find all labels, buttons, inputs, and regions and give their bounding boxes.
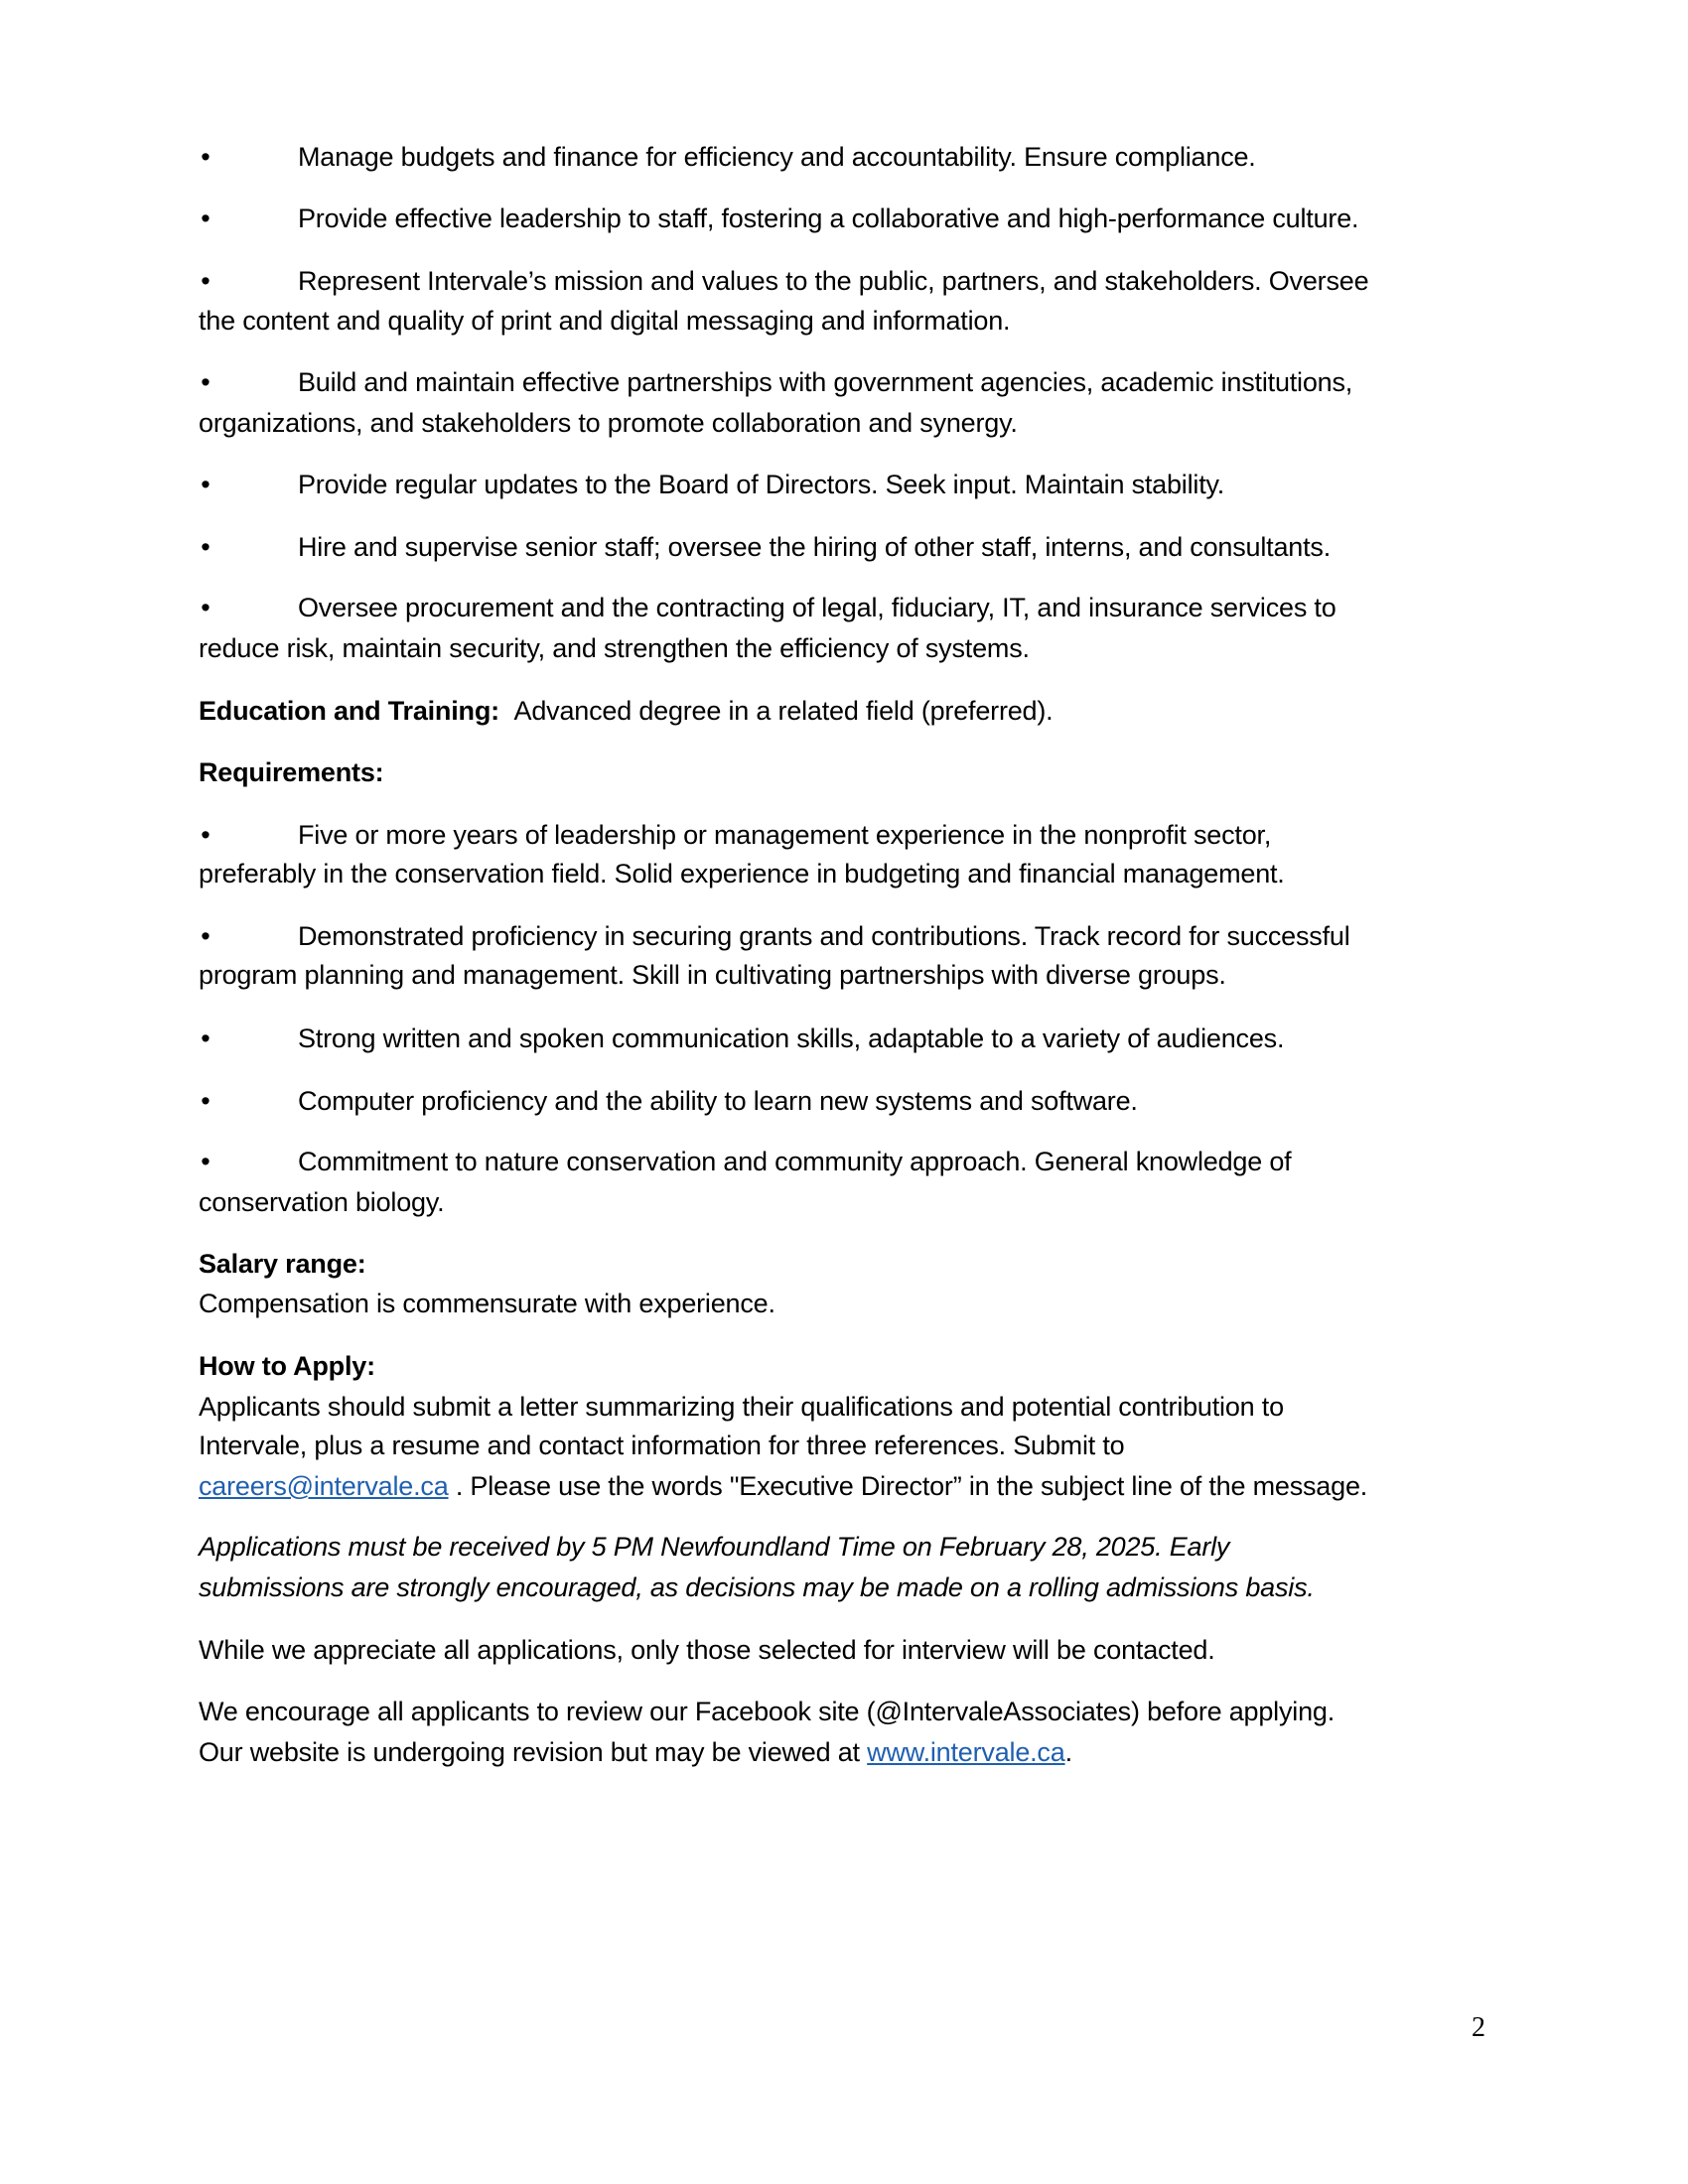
bullet-icon: • bbox=[201, 593, 211, 622]
list-item-continuation: reduce risk, maintain security, and strengthen the efficiency of systems. bbox=[199, 633, 1030, 663]
bullet-icon: • bbox=[201, 367, 211, 397]
education-label: Education and Training: bbox=[199, 696, 499, 726]
list-item: Manage budgets and finance for efficiency and accountability. Ensure compliance. bbox=[298, 142, 1256, 172]
website-suffix: . bbox=[1064, 1737, 1072, 1767]
list-item: Hire and supervise senior staff; oversee the hiring of other staff, interns, and consultants. bbox=[298, 532, 1331, 562]
requirements-heading: Requirements: bbox=[199, 757, 384, 787]
salary-heading: Salary range: bbox=[199, 1249, 366, 1279]
list-item: Build and maintain effective partnerships with government agencies, academic institutions, bbox=[298, 367, 1353, 397]
bullet-icon: • bbox=[201, 532, 211, 562]
how-to-apply-text-line: Applicants should submit a letter summarizing their qualifications and potential contribution to bbox=[199, 1392, 1284, 1422]
list-item: Computer proficiency and the ability to learn new systems and software. bbox=[298, 1086, 1138, 1116]
bullet-icon: • bbox=[201, 1086, 211, 1116]
website-prefix: Our website is undergoing revision but may be viewed at bbox=[199, 1737, 868, 1767]
bullet-icon: • bbox=[201, 470, 211, 499]
list-item-continuation: the content and quality of print and digital messaging and information. bbox=[199, 306, 1011, 336]
page-number: 2 bbox=[1472, 2012, 1485, 2043]
bullet-icon: • bbox=[201, 820, 211, 850]
list-item-continuation: program planning and management. Skill in cultivating partnerships with diverse groups. bbox=[199, 960, 1226, 990]
closing-text-line bbox=[199, 1735, 1072, 1769]
website-link[interactable]: www.intervale.ca bbox=[867, 1737, 1065, 1767]
list-item: Five or more years of leadership or management experience in the nonprofit sector, bbox=[298, 820, 1272, 850]
list-item: Oversee procurement and the contracting of legal, fiduciary, IT, and insurance services to bbox=[298, 593, 1336, 622]
how-to-apply-text-line bbox=[199, 1469, 1367, 1503]
list-item: Commitment to nature conservation and community approach. General knowledge of bbox=[298, 1147, 1292, 1176]
bullet-icon: • bbox=[201, 1024, 211, 1053]
salary-text: Compensation is commensurate with experience. bbox=[199, 1289, 775, 1318]
how-to-apply-heading: How to Apply: bbox=[199, 1351, 375, 1381]
bullet-icon: • bbox=[201, 204, 211, 233]
bullet-icon: • bbox=[201, 1147, 211, 1176]
list-item: Provide regular updates to the Board of Directors. Seek input. Maintain stability. bbox=[298, 470, 1225, 499]
list-item: Demonstrated proficiency in securing grants and contributions. Track record for successful bbox=[298, 921, 1350, 951]
careers-email-link[interactable]: careers@intervale.ca bbox=[199, 1471, 449, 1501]
notice-text: While we appreciate all applications, only those selected for interview will be contacted. bbox=[199, 1635, 1215, 1665]
bullet-icon: • bbox=[201, 266, 211, 296]
education-line bbox=[199, 694, 1053, 728]
list-item-continuation: preferably in the conservation field. Solid experience in budgeting and financial management. bbox=[199, 859, 1285, 888]
list-item-continuation: conservation biology. bbox=[199, 1187, 445, 1217]
bullet-icon: • bbox=[201, 921, 211, 951]
closing-text-line: We encourage all applicants to review our Facebook site (@IntervaleAssociates) before applying. bbox=[199, 1697, 1336, 1726]
how-to-apply-subject-instruction: . Please use the words "Executive Director” in the subject line of the message. bbox=[448, 1471, 1368, 1501]
how-to-apply-text-line: Intervale, plus a resume and contact information for three references. Submit to bbox=[199, 1431, 1125, 1460]
education-text: Advanced degree in a related field (preferred). bbox=[513, 696, 1054, 726]
list-item-continuation: organizations, and stakeholders to promote collaboration and synergy. bbox=[199, 408, 1018, 438]
deadline-text-line: Applications must be received by 5 PM Newfoundland Time on February 28, 2025. Early bbox=[199, 1532, 1230, 1562]
deadline-text-line: submissions are strongly encouraged, as decisions may be made on a rolling admissions basis. bbox=[199, 1572, 1315, 1602]
list-item: Strong written and spoken communication skills, adaptable to a variety of audiences. bbox=[298, 1024, 1285, 1053]
bullet-icon: • bbox=[201, 142, 211, 172]
list-item: Represent Intervale’s mission and values to the public, partners, and stakeholders. Oversee bbox=[298, 266, 1369, 296]
list-item: Provide effective leadership to staff, fostering a collaborative and high-performance culture. bbox=[298, 204, 1359, 233]
